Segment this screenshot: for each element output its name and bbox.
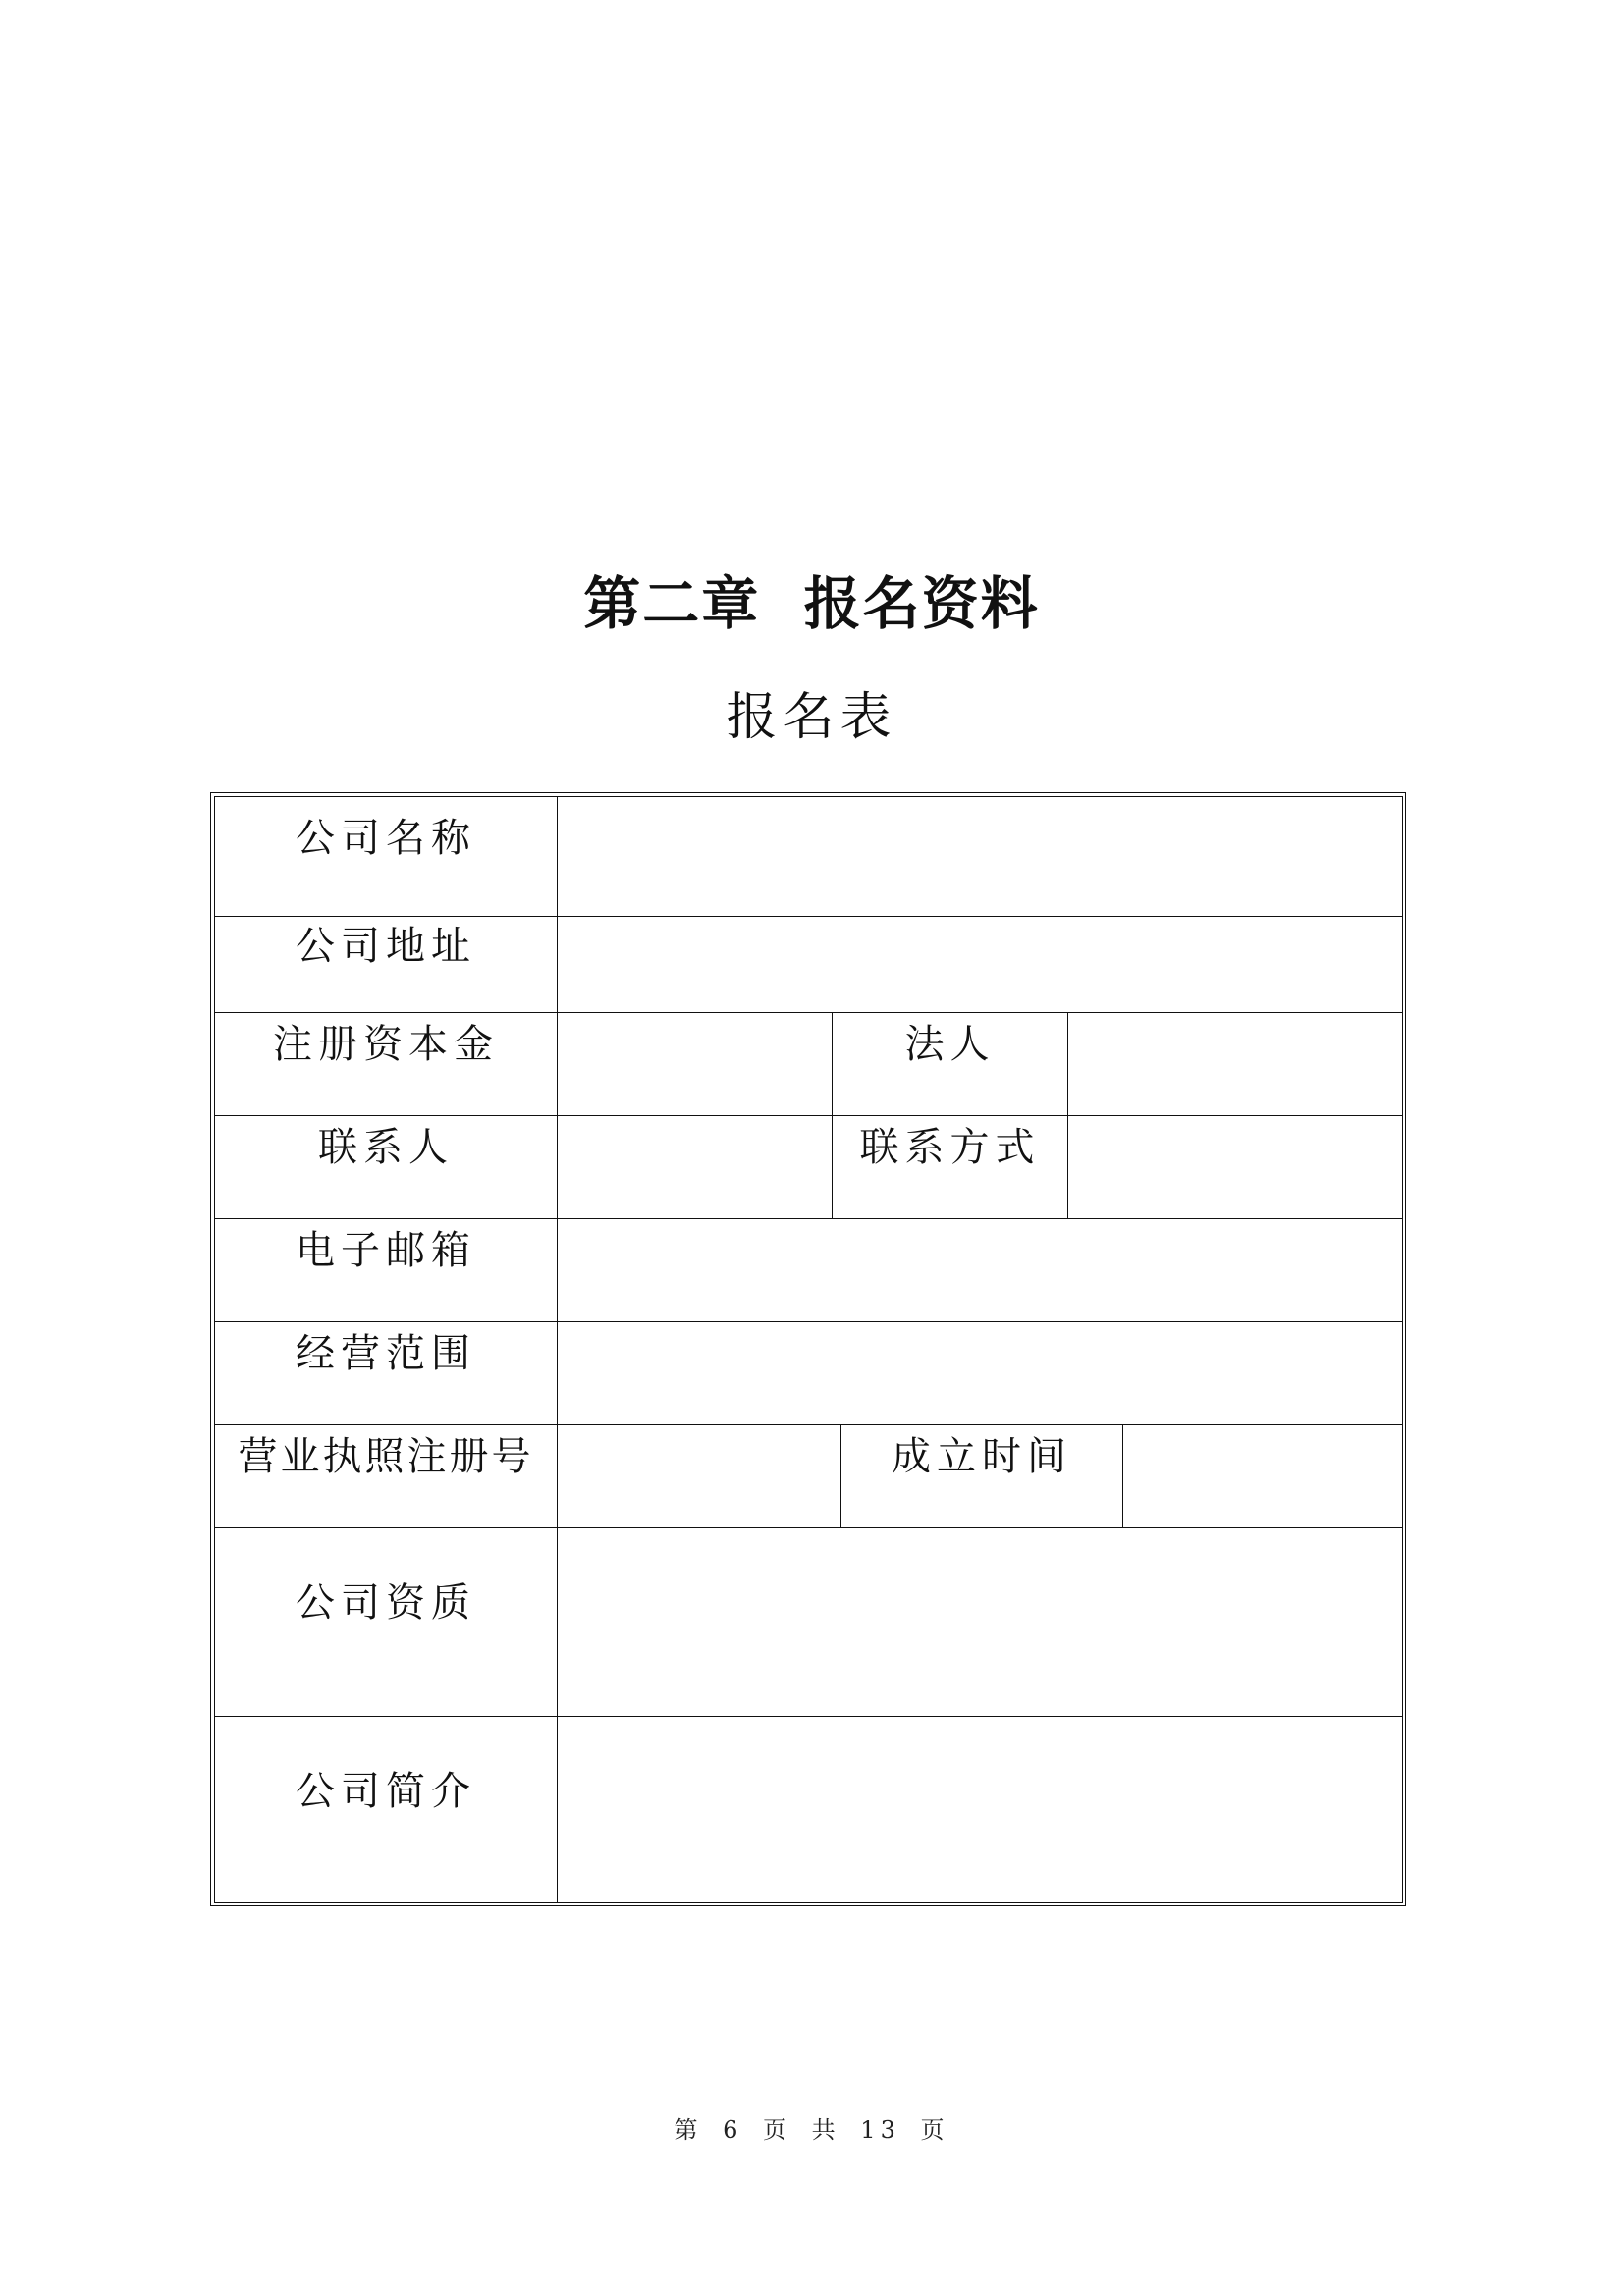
email-field[interactable] (558, 1219, 1403, 1322)
company-address-field[interactable] (558, 917, 1403, 1013)
form-row-email (215, 1219, 1403, 1322)
business-scope-label: 经营范围 (215, 1322, 558, 1425)
company-profile-field[interactable] (558, 1717, 1403, 1903)
legal-person-label: 法人 (833, 1013, 1068, 1116)
form-title: 报名表 (726, 688, 897, 747)
business-scope-field[interactable] (558, 1322, 1403, 1425)
registered-capital-field[interactable] (558, 1013, 833, 1116)
form-row-license-number (215, 1425, 1403, 1528)
established-date-field[interactable] (1123, 1425, 1403, 1528)
chapter-title: 第二章 报名资料 (583, 570, 1040, 637)
contact-person-field[interactable] (558, 1116, 833, 1219)
license-number-field[interactable] (558, 1425, 841, 1528)
form-row-registered-capital (215, 1013, 1403, 1116)
form-row-qualifications (215, 1528, 1403, 1717)
qualifications-field[interactable] (558, 1528, 1403, 1717)
qualifications-label: 公司资质 (215, 1528, 558, 1717)
legal-person-field[interactable] (1068, 1013, 1403, 1116)
form-row-business-scope (215, 1322, 1403, 1425)
company-name-label: 公司名称 (215, 797, 558, 917)
form-row-company-address (215, 917, 1403, 1013)
form-row-company-name (215, 797, 1403, 917)
contact-method-field[interactable] (1068, 1116, 1403, 1219)
license-number-label: 营业执照注册号 (215, 1425, 558, 1528)
form-row-contact (215, 1116, 1403, 1219)
company-name-field[interactable] (558, 797, 1403, 917)
established-date-label: 成立时间 (841, 1425, 1123, 1528)
contact-person-label: 联系人 (215, 1116, 558, 1219)
email-label: 电子邮箱 (215, 1219, 558, 1322)
page-number: 第 6 页 共 13 页 (674, 2116, 949, 2144)
registration-form-table (214, 796, 1403, 1903)
company-address-label: 公司地址 (215, 917, 558, 1013)
form-row-company-profile (215, 1717, 1403, 1903)
company-profile-label: 公司简介 (215, 1717, 558, 1903)
registered-capital-label: 注册资本金 (215, 1013, 558, 1116)
contact-method-label: 联系方式 (833, 1116, 1068, 1219)
